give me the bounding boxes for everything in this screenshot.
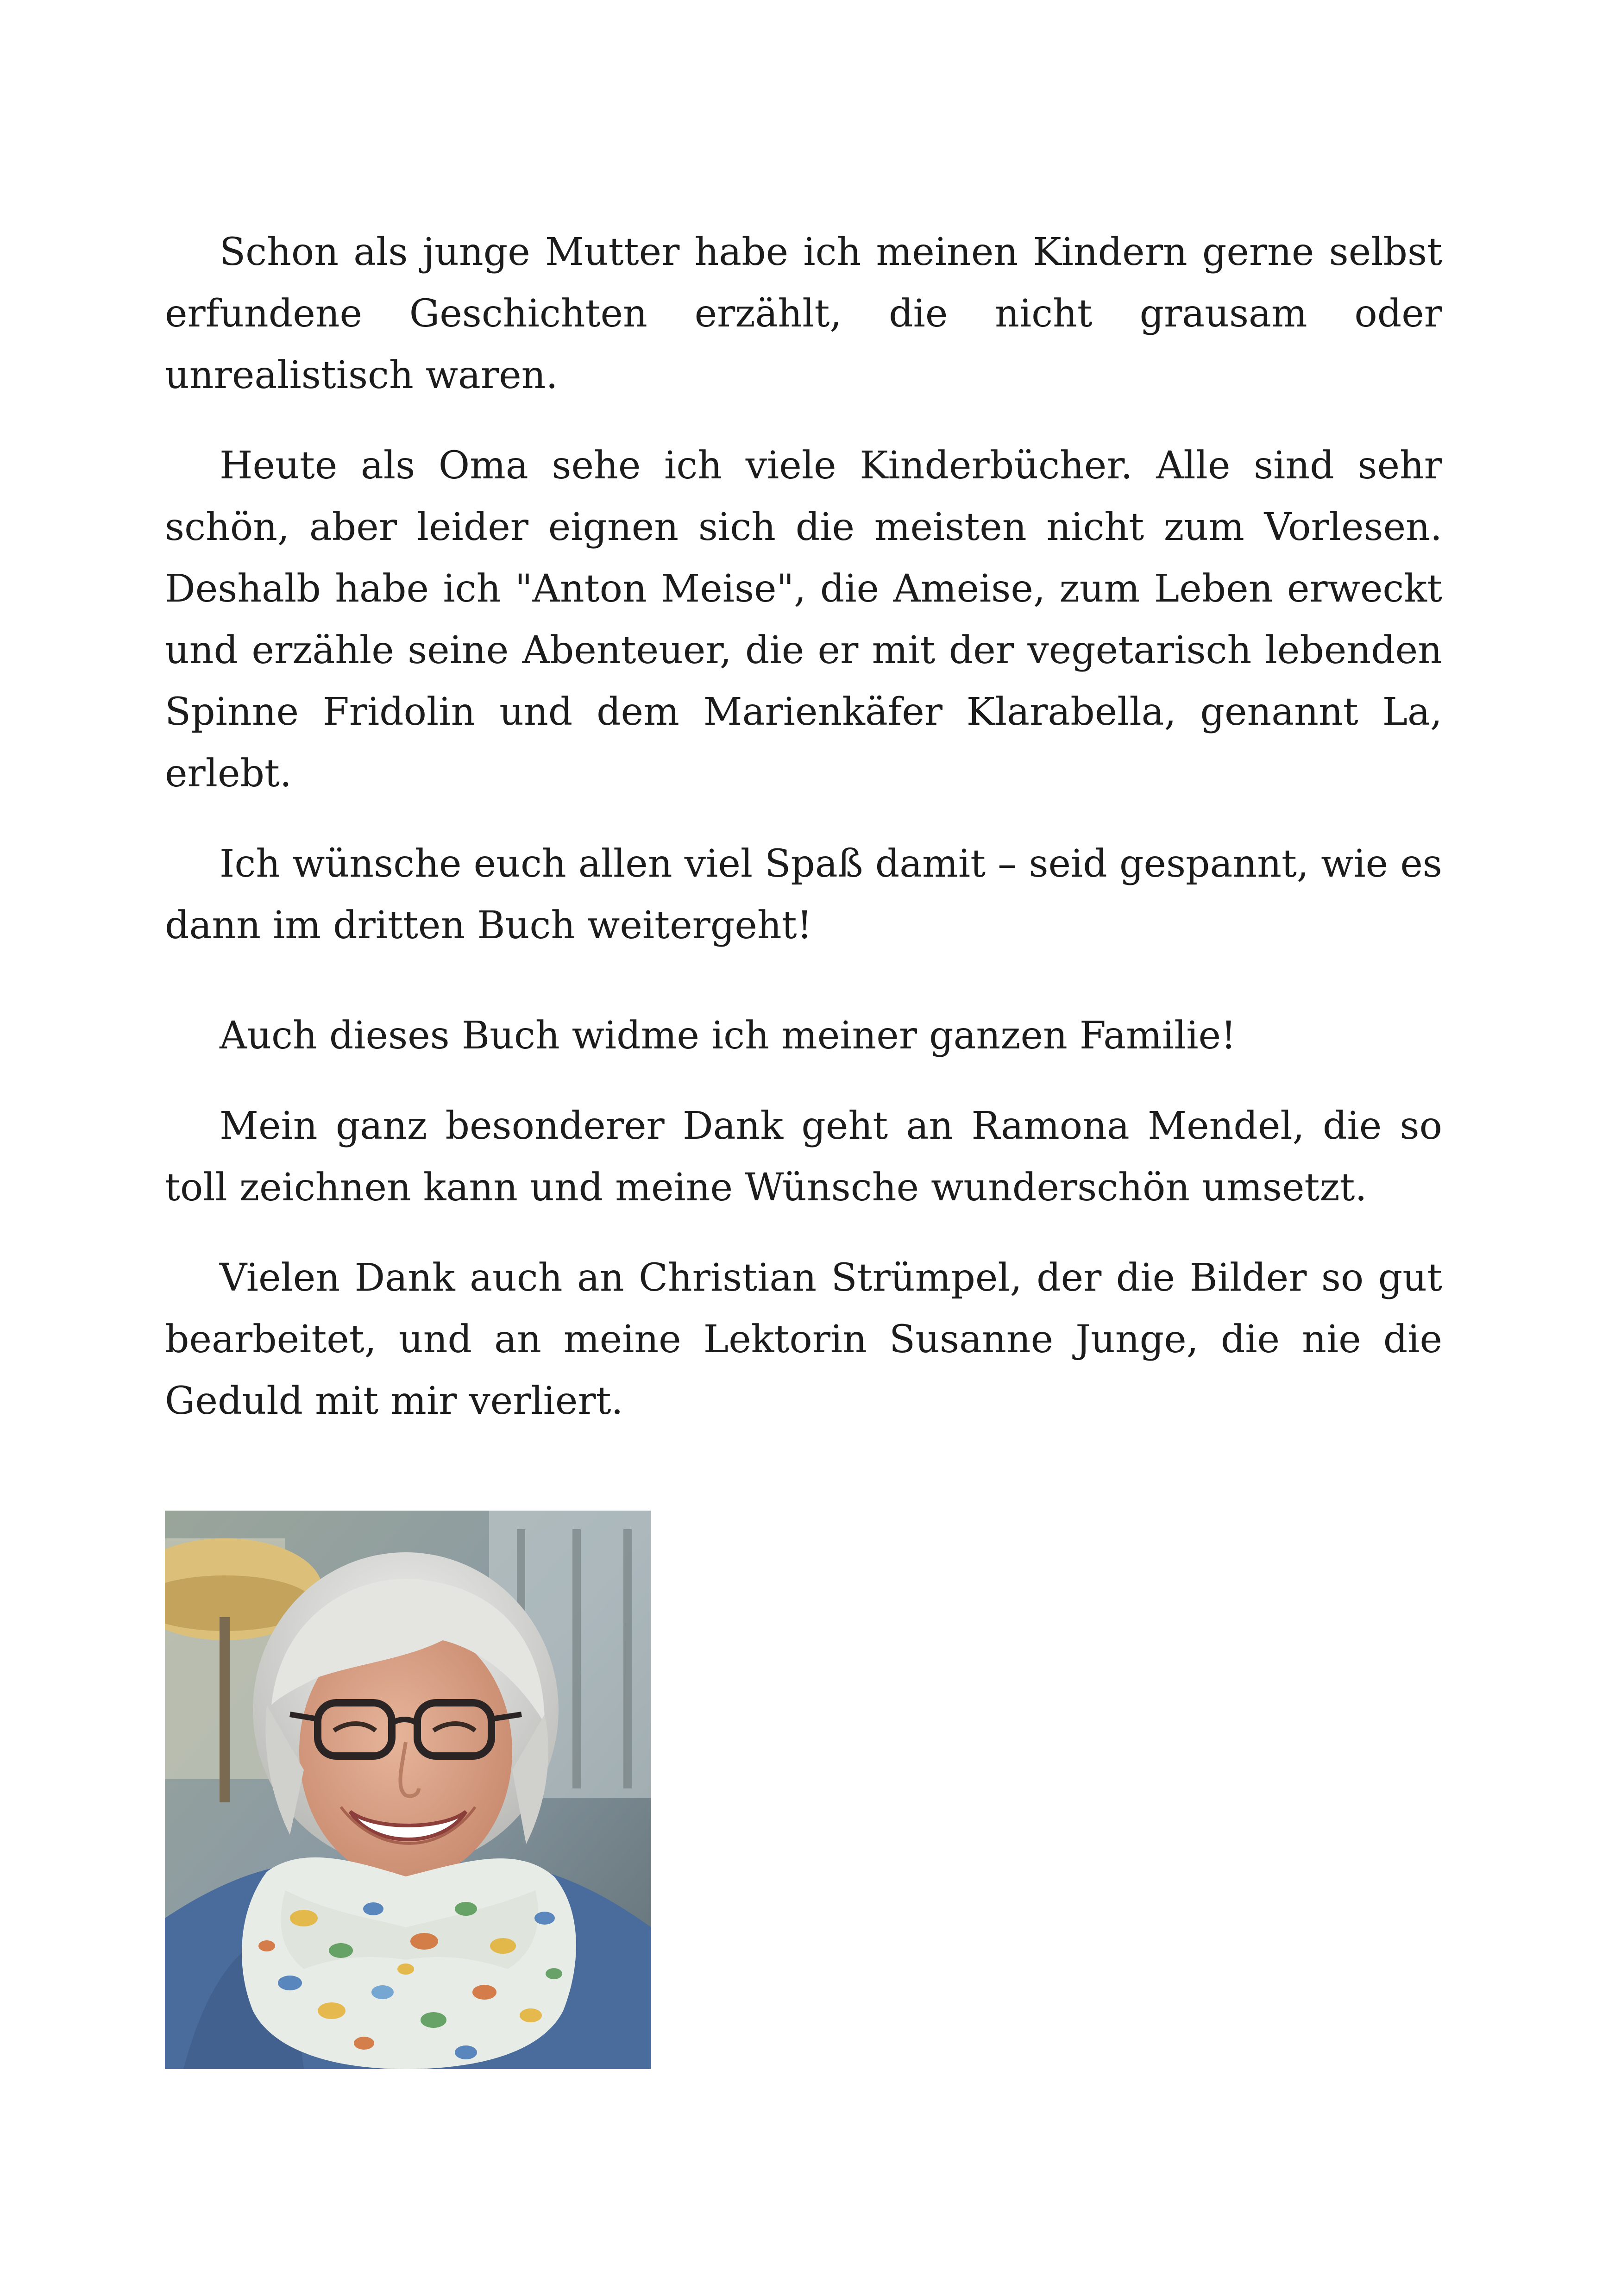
intro-paragraph: Schon als junge Mutter habe ich meinen Kindern gerne selbst erfundene Geschichten erzählt, die nicht grausam oder unrealistisch waren. — [165, 230, 1442, 397]
acknowledgement-paragraph: Mein ganz besonderer Dank geht an Ramona Mendel, die so toll zeichnen kann und meine Wünsche wunderschön umsetzt. — [165, 1104, 1442, 1210]
intro-text — [165, 221, 1442, 985]
intro-paragraph: Heute als Oma sehe ich viele Kinderbücher. Alle sind sehr schön, aber leider eignen sich die meisten nicht zum Vorlesen. Deshalb habe ich "Anton Meise", die Ameise, zum Leben erweckt und erzähle seine Abenteuer, die er mit der vegetarisch lebenden Spinne Fridolin und dem Marienkäfer Klarabella, genannt La, erlebt. — [165, 444, 1442, 796]
acknowledgement-paragraph: Vielen Dank auch an Christian Strümpel, der die Bilder so gut bearbeitet, und an meine Lektorin Susanne Junge, die nie die Geduld mit mir verliert. — [165, 1256, 1442, 1423]
dedication-paragraph: Auch dieses Buch widme ich meiner ganzen Familie! — [220, 1014, 1237, 1058]
author-photo — [165, 1511, 651, 2069]
dedication-text — [165, 1005, 1442, 1461]
intro-paragraph: Ich wünsche euch allen viel Spaß damit – seid gespannt, wie es dann im dritten Buch weitergeht! — [165, 842, 1442, 947]
